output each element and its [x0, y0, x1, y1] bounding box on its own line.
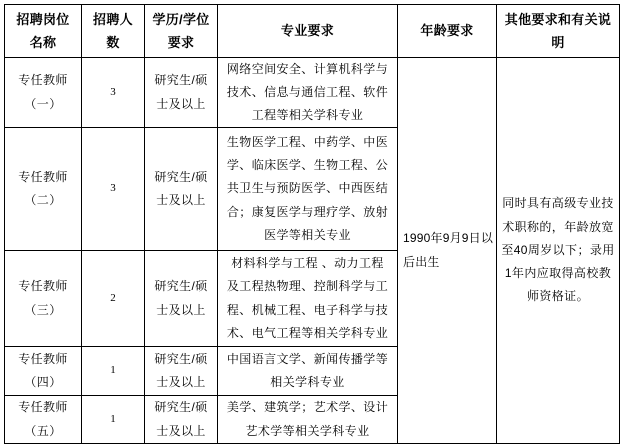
education-line: 研究生/硕 — [154, 279, 208, 294]
count-value: 3 — [110, 85, 116, 98]
other-notes-cell — [497, 58, 620, 444]
row-2-education-cell — [145, 128, 218, 251]
major-line: 合；康复医学与理疗学、放射 — [226, 204, 389, 219]
row-5-education-cell — [145, 396, 218, 444]
row-5-count-cell — [82, 396, 145, 444]
row-3-count-cell — [82, 251, 145, 347]
header-text-line: 专业要求 — [280, 23, 335, 39]
count-value: 1 — [110, 364, 116, 377]
position-line: 专任教师 — [18, 169, 68, 184]
header-text-line: 数 — [106, 35, 120, 50]
education-line: 士及以上 — [156, 193, 206, 207]
position-line: 专任教师 — [18, 279, 68, 294]
header-education — [145, 5, 218, 58]
age-line: 1990年9月9日以 — [403, 231, 494, 246]
row-3-education-cell — [145, 251, 218, 347]
header-major — [218, 5, 398, 58]
education-line: 研究生/硕 — [154, 169, 208, 184]
position-line: （二） — [24, 193, 62, 207]
row-2-major-cell — [218, 128, 398, 251]
major-line: 学、临床医学、生物工程、公 — [226, 158, 389, 173]
age-line: 后出生 — [403, 254, 440, 269]
row-5-position-cell — [5, 396, 82, 444]
row-4-count-cell — [82, 347, 145, 396]
major-line: 技术、信息与通信工程、软件 — [226, 84, 389, 99]
row-4-education-cell — [145, 347, 218, 396]
row-2-position-cell — [5, 128, 82, 251]
row-3-major-cell — [218, 251, 398, 347]
position-line: 专任教师 — [18, 400, 68, 415]
position-line: （五） — [24, 423, 62, 438]
education-line: 士及以上 — [156, 96, 206, 111]
header-other-notes — [497, 5, 620, 58]
row-2-count-cell — [82, 128, 145, 251]
other-notes-line: 同时具有高级专业技 — [502, 196, 614, 211]
position-line: 专任教师 — [18, 351, 68, 366]
education-line: 研究生/硕 — [154, 351, 208, 366]
education-line: 士及以上 — [156, 302, 206, 317]
major-line: 材料科学与工程 、动力工程 — [231, 255, 384, 270]
row-5-major-cell — [218, 396, 398, 444]
row-3-position-cell — [5, 251, 82, 347]
major-line: 美学、建筑学；艺术学、设计 — [226, 400, 389, 415]
major-line: 医学等相关专业 — [264, 227, 351, 242]
major-line: 术、电气工程等相关学科专业 — [226, 325, 389, 340]
other-notes-line: 至40周岁以下；录用 — [501, 242, 615, 257]
count-value: 3 — [110, 182, 116, 195]
major-line: 相关学科专业 — [270, 375, 345, 389]
header-text-line: 名称 — [29, 35, 57, 50]
count-value: 1 — [110, 412, 116, 425]
major-line: 共卫生与预防医学、中西医结 — [226, 181, 389, 196]
major-line: 中国语言文学、新闻传播学等 — [226, 351, 389, 366]
major-line: 生物医学工程、中药学、中医 — [226, 134, 389, 149]
major-line: 及工程热物理、控制科学与工 — [226, 279, 389, 294]
header-age — [398, 5, 497, 58]
major-line: 程、机械工程、电子科学与技 — [226, 302, 389, 317]
row-4-major-cell — [218, 347, 398, 396]
education-line: 士及以上 — [156, 375, 206, 389]
major-line: 艺术学等相关学科专业 — [245, 423, 370, 438]
position-line: 专任教师 — [18, 73, 68, 88]
education-line: 士及以上 — [156, 423, 206, 438]
header-text-line: 年龄要求 — [420, 23, 474, 39]
header-text-line: 明 — [551, 35, 565, 50]
other-notes-line: 师资格证。 — [526, 289, 589, 304]
position-line: （一） — [24, 96, 62, 111]
header-text-line: 招聘岗位 — [16, 11, 70, 27]
header-recruit-count — [82, 5, 145, 58]
other-notes-line: 术职称的，年龄放宽 — [502, 219, 614, 234]
major-line: 网络空间安全、计算机科学与 — [226, 61, 389, 76]
count-value: 2 — [110, 291, 116, 304]
row-1-major-cell — [218, 58, 398, 128]
position-line: （三） — [24, 302, 62, 317]
row-4-position-cell — [5, 347, 82, 396]
row-1-education-cell — [145, 58, 218, 128]
row-1-position-cell — [5, 58, 82, 128]
header-text-line: 招聘人 — [93, 11, 133, 27]
other-notes-line: 1年内应取得高校教 — [504, 266, 612, 281]
education-line: 研究生/硕 — [154, 73, 208, 88]
header-text-line: 要求 — [167, 35, 195, 50]
header-position-name — [5, 5, 82, 58]
education-line: 研究生/硕 — [154, 400, 208, 415]
row-1-count-cell — [82, 58, 145, 128]
header-text-line: 学历/学位 — [152, 11, 210, 27]
header-text-line: 其他要求和有关说 — [504, 11, 612, 27]
recruitment-table — [4, 4, 620, 444]
major-line: 工程等相关学科专业 — [251, 108, 364, 123]
position-line: （四） — [24, 375, 62, 389]
age-requirement-cell — [398, 58, 497, 444]
